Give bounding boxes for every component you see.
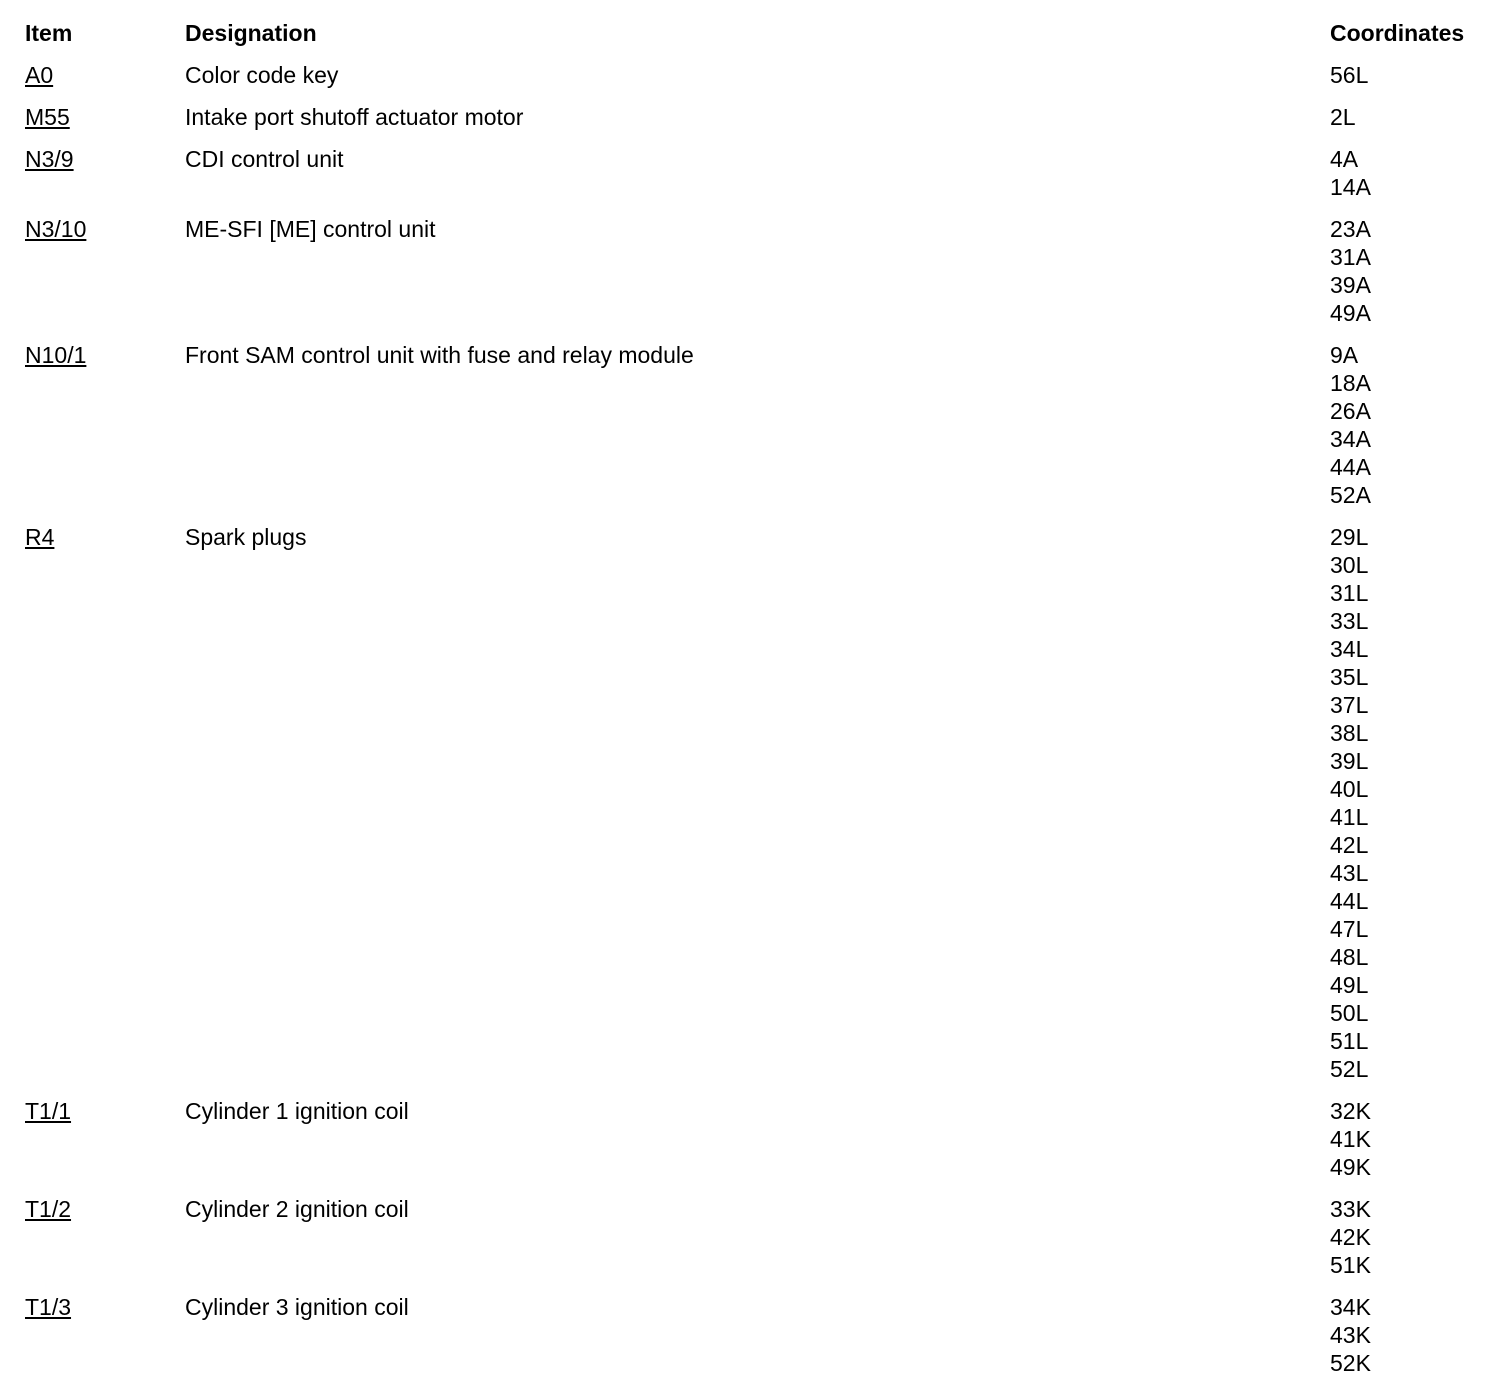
coordinate-value: 44L	[1330, 888, 1369, 914]
coordinate-value: 43K	[1330, 1322, 1371, 1348]
designation-cell: ME-SFI [ME] control unit	[185, 216, 436, 242]
item-link[interactable]: T1/1	[25, 1098, 72, 1124]
coordinate-value: 52K	[1330, 1350, 1371, 1376]
coordinate-value: 47L	[1330, 916, 1369, 942]
table-row	[25, 1293, 1490, 1391]
coordinate-value: 49K	[1330, 1154, 1371, 1180]
item-cell	[25, 103, 185, 131]
item-link[interactable]: N3/9	[25, 146, 74, 172]
table-body	[25, 61, 1490, 1391]
coordinates-cell	[1330, 1293, 1490, 1377]
coordinate-value: 41K	[1330, 1126, 1371, 1152]
item-link[interactable]: A0	[25, 62, 54, 88]
coordinate-value: 14A	[1330, 174, 1371, 200]
coordinate-value: 34A	[1330, 426, 1371, 452]
coordinate-value: 29L	[1330, 524, 1369, 550]
coordinates-cell	[1330, 145, 1490, 201]
item-link[interactable]: R4	[25, 524, 55, 550]
item-link[interactable]: M55	[25, 104, 70, 130]
item-cell	[25, 61, 185, 89]
coordinate-value: 49A	[1330, 300, 1371, 326]
item-link[interactable]: N10/1	[25, 342, 87, 368]
header-coordinates: Coordinates	[1330, 20, 1465, 46]
table-row	[25, 215, 1490, 341]
header-designation: Designation	[185, 20, 317, 46]
designation-cell: Cylinder 1 ignition coil	[185, 1098, 409, 1124]
coordinates-cell	[1330, 523, 1490, 1083]
header-item: Item	[25, 20, 73, 46]
coordinate-value: 51K	[1330, 1252, 1371, 1278]
table-row	[25, 145, 1490, 215]
item-cell	[25, 1293, 185, 1321]
coordinate-value: 43L	[1330, 860, 1369, 886]
designation-cell: Front SAM control unit with fuse and relay module	[185, 342, 694, 368]
table-row	[25, 103, 1490, 145]
coordinate-value: 42L	[1330, 832, 1369, 858]
coordinate-value: 56L	[1330, 62, 1369, 88]
coordinate-value: 40L	[1330, 776, 1369, 802]
coordinate-value: 33K	[1330, 1196, 1371, 1222]
coordinate-value: 35L	[1330, 664, 1369, 690]
coordinate-value: 39L	[1330, 748, 1369, 774]
coordinate-value: 23A	[1330, 216, 1371, 242]
coordinate-value: 51L	[1330, 1028, 1369, 1054]
coordinate-value: 26A	[1330, 398, 1371, 424]
coordinate-value: 52A	[1330, 482, 1371, 508]
item-link[interactable]: N3/10	[25, 216, 87, 242]
coordinates-cell	[1330, 103, 1490, 131]
designation-cell: Intake port shutoff actuator motor	[185, 104, 524, 130]
coordinate-value: 48L	[1330, 944, 1369, 970]
item-cell	[25, 1195, 185, 1223]
coordinates-cell	[1330, 215, 1490, 327]
coordinate-value: 49L	[1330, 972, 1369, 998]
item-cell	[25, 215, 185, 243]
table-row	[25, 1195, 1490, 1293]
table-row	[25, 523, 1490, 1097]
coordinate-value: 9A	[1330, 342, 1359, 368]
item-cell	[25, 523, 185, 551]
coordinate-value: 41L	[1330, 804, 1369, 830]
coordinate-value: 2L	[1330, 104, 1356, 130]
item-cell	[25, 1097, 185, 1125]
coordinates-cell	[1330, 61, 1490, 89]
item-cell	[25, 341, 185, 369]
coordinate-value: 52L	[1330, 1056, 1369, 1082]
coordinate-value: 38L	[1330, 720, 1369, 746]
table-row	[25, 61, 1490, 103]
designation-cell: Cylinder 2 ignition coil	[185, 1196, 409, 1222]
component-legend-table	[25, 18, 1490, 1391]
coordinate-value: 4A	[1330, 146, 1359, 172]
coordinate-value: 18A	[1330, 370, 1371, 396]
coordinate-value: 30L	[1330, 552, 1369, 578]
item-link[interactable]: T1/2	[25, 1196, 72, 1222]
coordinate-value: 32K	[1330, 1098, 1371, 1124]
coordinates-cell	[1330, 341, 1490, 509]
table-row	[25, 341, 1490, 523]
table-header-row	[25, 18, 1490, 61]
coordinate-value: 33L	[1330, 608, 1369, 634]
coordinate-value: 34K	[1330, 1294, 1371, 1320]
designation-cell: Spark plugs	[185, 524, 307, 550]
coordinate-value: 44A	[1330, 454, 1371, 480]
coordinate-value: 39A	[1330, 272, 1371, 298]
designation-cell: CDI control unit	[185, 146, 344, 172]
coordinate-value: 34L	[1330, 636, 1369, 662]
coordinate-value: 42K	[1330, 1224, 1371, 1250]
coordinate-value: 50L	[1330, 1000, 1369, 1026]
designation-cell: Color code key	[185, 62, 339, 88]
coordinate-value: 37L	[1330, 692, 1369, 718]
coordinate-value: 31L	[1330, 580, 1369, 606]
designation-cell: Cylinder 3 ignition coil	[185, 1294, 409, 1320]
item-link[interactable]: T1/3	[25, 1294, 72, 1320]
coordinates-cell	[1330, 1097, 1490, 1181]
coordinates-cell	[1330, 1195, 1490, 1279]
table-row	[25, 1097, 1490, 1195]
item-cell	[25, 145, 185, 173]
coordinate-value: 31A	[1330, 244, 1371, 270]
